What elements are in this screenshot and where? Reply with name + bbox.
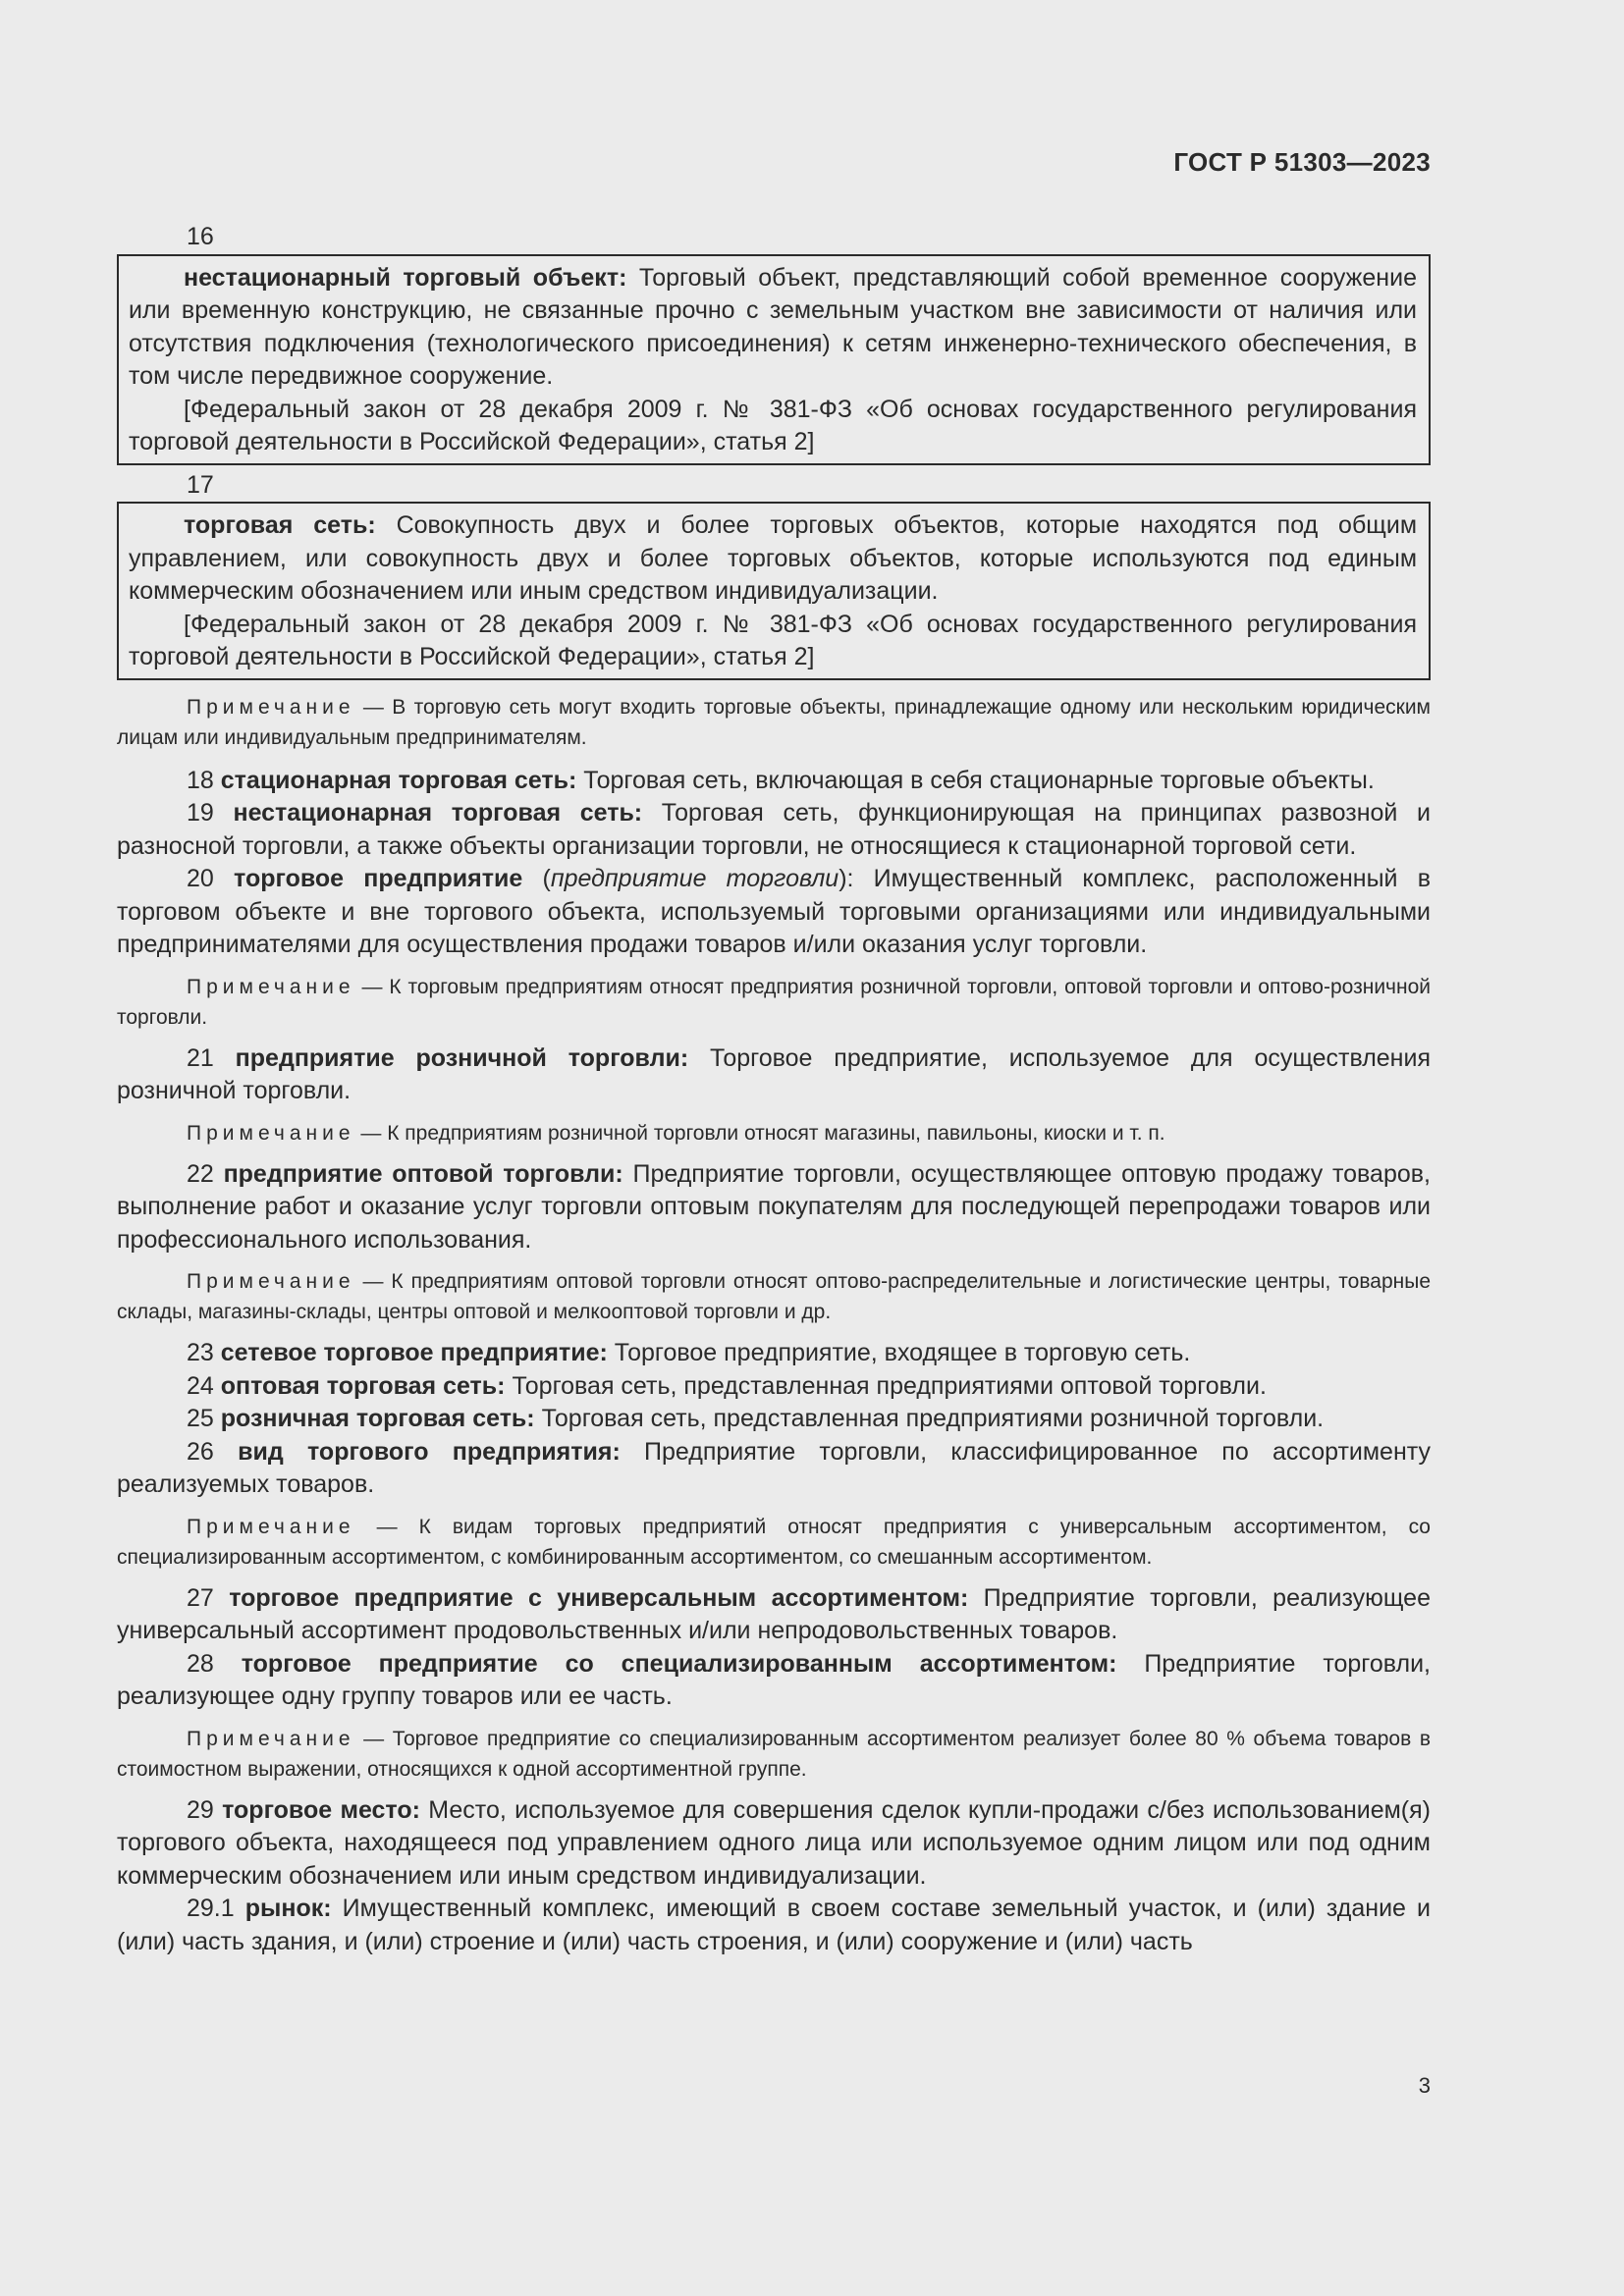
term-19-title: нестационарная торговая сеть: xyxy=(233,799,643,827)
note-label: Примечание xyxy=(187,1727,355,1750)
term-29-title: торговое место: xyxy=(222,1795,420,1824)
term-19: 19 нестационарная торговая сеть: Торговая сеть, функционирующая на принципах развозной и разносной торговли, а также объекты организации торговли, не относящиеся к стационарной торговой сети. xyxy=(117,799,1431,860)
term-16-title: нестационарный торговый объект: xyxy=(184,263,627,292)
page-content xyxy=(117,221,1431,1958)
term-26-title: вид торгового предприятия: xyxy=(238,1437,621,1466)
term-17-definition: торговая сеть: Совокупность двух и более торговых объектов, которые находятся под общим управлением, или совокупность двух и более торговых объектов, которые используются под единым коммерческим обозначением или иным средством индивидуализации. xyxy=(129,511,1418,605)
page-number: 3 xyxy=(1418,2073,1431,2098)
term-21-title: предприятие розничной торговли: xyxy=(235,1043,689,1072)
term-27-title: торговое предприятие с универсальным ассортиментом: xyxy=(229,1583,969,1612)
term-28-title: торговое предприятие со специализированным ассортиментом: xyxy=(241,1649,1117,1678)
term-25: 25 розничная торговая сеть: Торговая сеть, представленная предприятиями розничной торговли. xyxy=(187,1405,1325,1432)
term-20-title: торговое предприятие xyxy=(234,865,523,892)
term-18-title: стационарная торговая сеть: xyxy=(220,766,577,794)
term-25-title: розничная торговая сеть: xyxy=(220,1405,535,1432)
note-26: Примечание — К видам торговых предприятий относят предприятия с универсальным ассортиментом, со специализированным ассортиментом, с комбинированным ассортиментом, со смешанным ассортиментом. xyxy=(117,1515,1431,1569)
term-26: 26 вид торгового предприятия: Предприятие торговли, классифицированное по ассортименту реализуемых товаров. xyxy=(117,1437,1431,1498)
note-20: Примечание — К торговым предприятиям относят предприятия розничной торговли, оптовой торговли и оптово-розничной торговли. xyxy=(117,975,1431,1029)
term-16-source: [Федеральный закон от 28 декабря 2009 г. № 381-ФЗ «Об основах государственного регулирования торговой деятельности в Российской Федерации», статья 2] xyxy=(129,395,1417,455)
document-code: ГОСТ Р 51303—2023 xyxy=(1173,147,1431,177)
term-16-definition: нестационарный торговый объект: Торговый объект, представляющий собой временное сооружение или временную конструкцию, не связанные прочно с земельным участком вне зависимости от наличия или отсутствия подключения (технологического присоединения) к сетям инженерно-технического обеспечения, в том числе передвижное сооружение. xyxy=(129,263,1417,390)
term-23-title: сетевое торговое предприятие: xyxy=(220,1339,608,1366)
term-22-title: предприятие оптовой торговли: xyxy=(223,1159,623,1188)
note-label: Примечание xyxy=(187,1515,355,1538)
term-29: 29 торговое место: Место, используемое для совершения сделок купли-продажи с/без использованием(я) торгового объекта, находящееся под управлением одного лица или используемое одним лицом или под одним коммерческим обозначением или иным средством индивидуализации. xyxy=(117,1795,1431,1890)
term-21: 21 предприятие розничной торговли: Торговое предприятие, используемое для осуществления розничной торговли. xyxy=(117,1043,1431,1104)
term-17-source: [Федеральный закон от 28 декабря 2009 г. № 381-ФЗ «Об основах государственного регулирования торговой деятельности в Российской Федерации», статья 2] xyxy=(129,610,1417,670)
term-29-1-title: рынок: xyxy=(244,1895,332,1922)
term-23: 23 сетевое торговое предприятие: Торговое предприятие, входящее в торговую сеть. xyxy=(187,1339,1191,1366)
term-24-title: оптовая торговая сеть: xyxy=(220,1371,506,1400)
note-label: Примечание xyxy=(187,1121,355,1145)
term-24: 24 оптовая торговая сеть: Торговая сеть, представленная предприятиями оптовой торговли. xyxy=(187,1371,1267,1400)
note-21: Примечание — К предприятиям розничной торговли относят магазины, павильоны, киоски и т. п. xyxy=(187,1121,1165,1145)
term-number-16: 16 xyxy=(187,223,214,250)
note-label: Примечание xyxy=(187,975,355,998)
term-17-title: торговая сеть: xyxy=(184,511,376,539)
term-box-17 xyxy=(117,502,1431,680)
term-27: 27 торговое предприятие с универсальным ассортиментом: Предприятие торговли, реализующее универсальный ассортимент продовольственных и/или непродовольственных товаров. xyxy=(117,1583,1431,1644)
note-22: Примечание — К предприятиям оптовой торговли относят оптово-распределительные и логистические центры, товарные склады, магазины-склады, центры оптовой и мелкооптовой торговли и др. xyxy=(117,1270,1431,1323)
note-17: Примечание — В торговую сеть могут входить торговые объекты, принадлежащие одному или нескольким юридическим лицам или индивидуальным предпринимателям. xyxy=(117,695,1431,749)
term-number-17: 17 xyxy=(187,470,214,499)
term-18: 18 стационарная торговая сеть: Торговая сеть, включающая в себя стационарные торговые объекты. xyxy=(187,766,1375,794)
term-28: 28 торговое предприятие со специализированным ассортиментом: Предприятие торговли, реализующее одну группу товаров или ее часть. xyxy=(117,1649,1431,1710)
term-22: 22 предприятие оптовой торговли: Предприятие торговли, осуществляющее оптовую продажу товаров, выполнение работ и оказание услуг торговли оптовым покупателям для последующей перепродажи товаров или профессионального использования. xyxy=(117,1159,1431,1254)
term-20-synonym: предприятие торговли xyxy=(550,865,839,892)
note-label: Примечание xyxy=(187,695,355,719)
term-29-1: 29.1 рынок: Имущественный комплекс, имеющий в своем составе земельный участок, и (или) здание и (или) часть здания, и (или) строение и (или) часть строения, и (или) сооружение и (или) часть xyxy=(117,1895,1431,1955)
term-20: 20 торговое предприятие (предприятие торговли): Имущественный комплекс, расположенный в торговом объекте и вне торгового объекта, используемый торговыми организациями или индивидуальными предпринимателями для осуществления продажи товаров и/или оказания услуг торговли. xyxy=(117,865,1431,958)
note-label: Примечание xyxy=(187,1270,355,1293)
note-28: Примечание — Торговое предприятие со специализированным ассортиментом реализует более 80 % объема товаров в стоимостном выражении, относящихся к одной ассортиментной группе. xyxy=(117,1727,1431,1781)
term-box-16 xyxy=(117,254,1431,465)
